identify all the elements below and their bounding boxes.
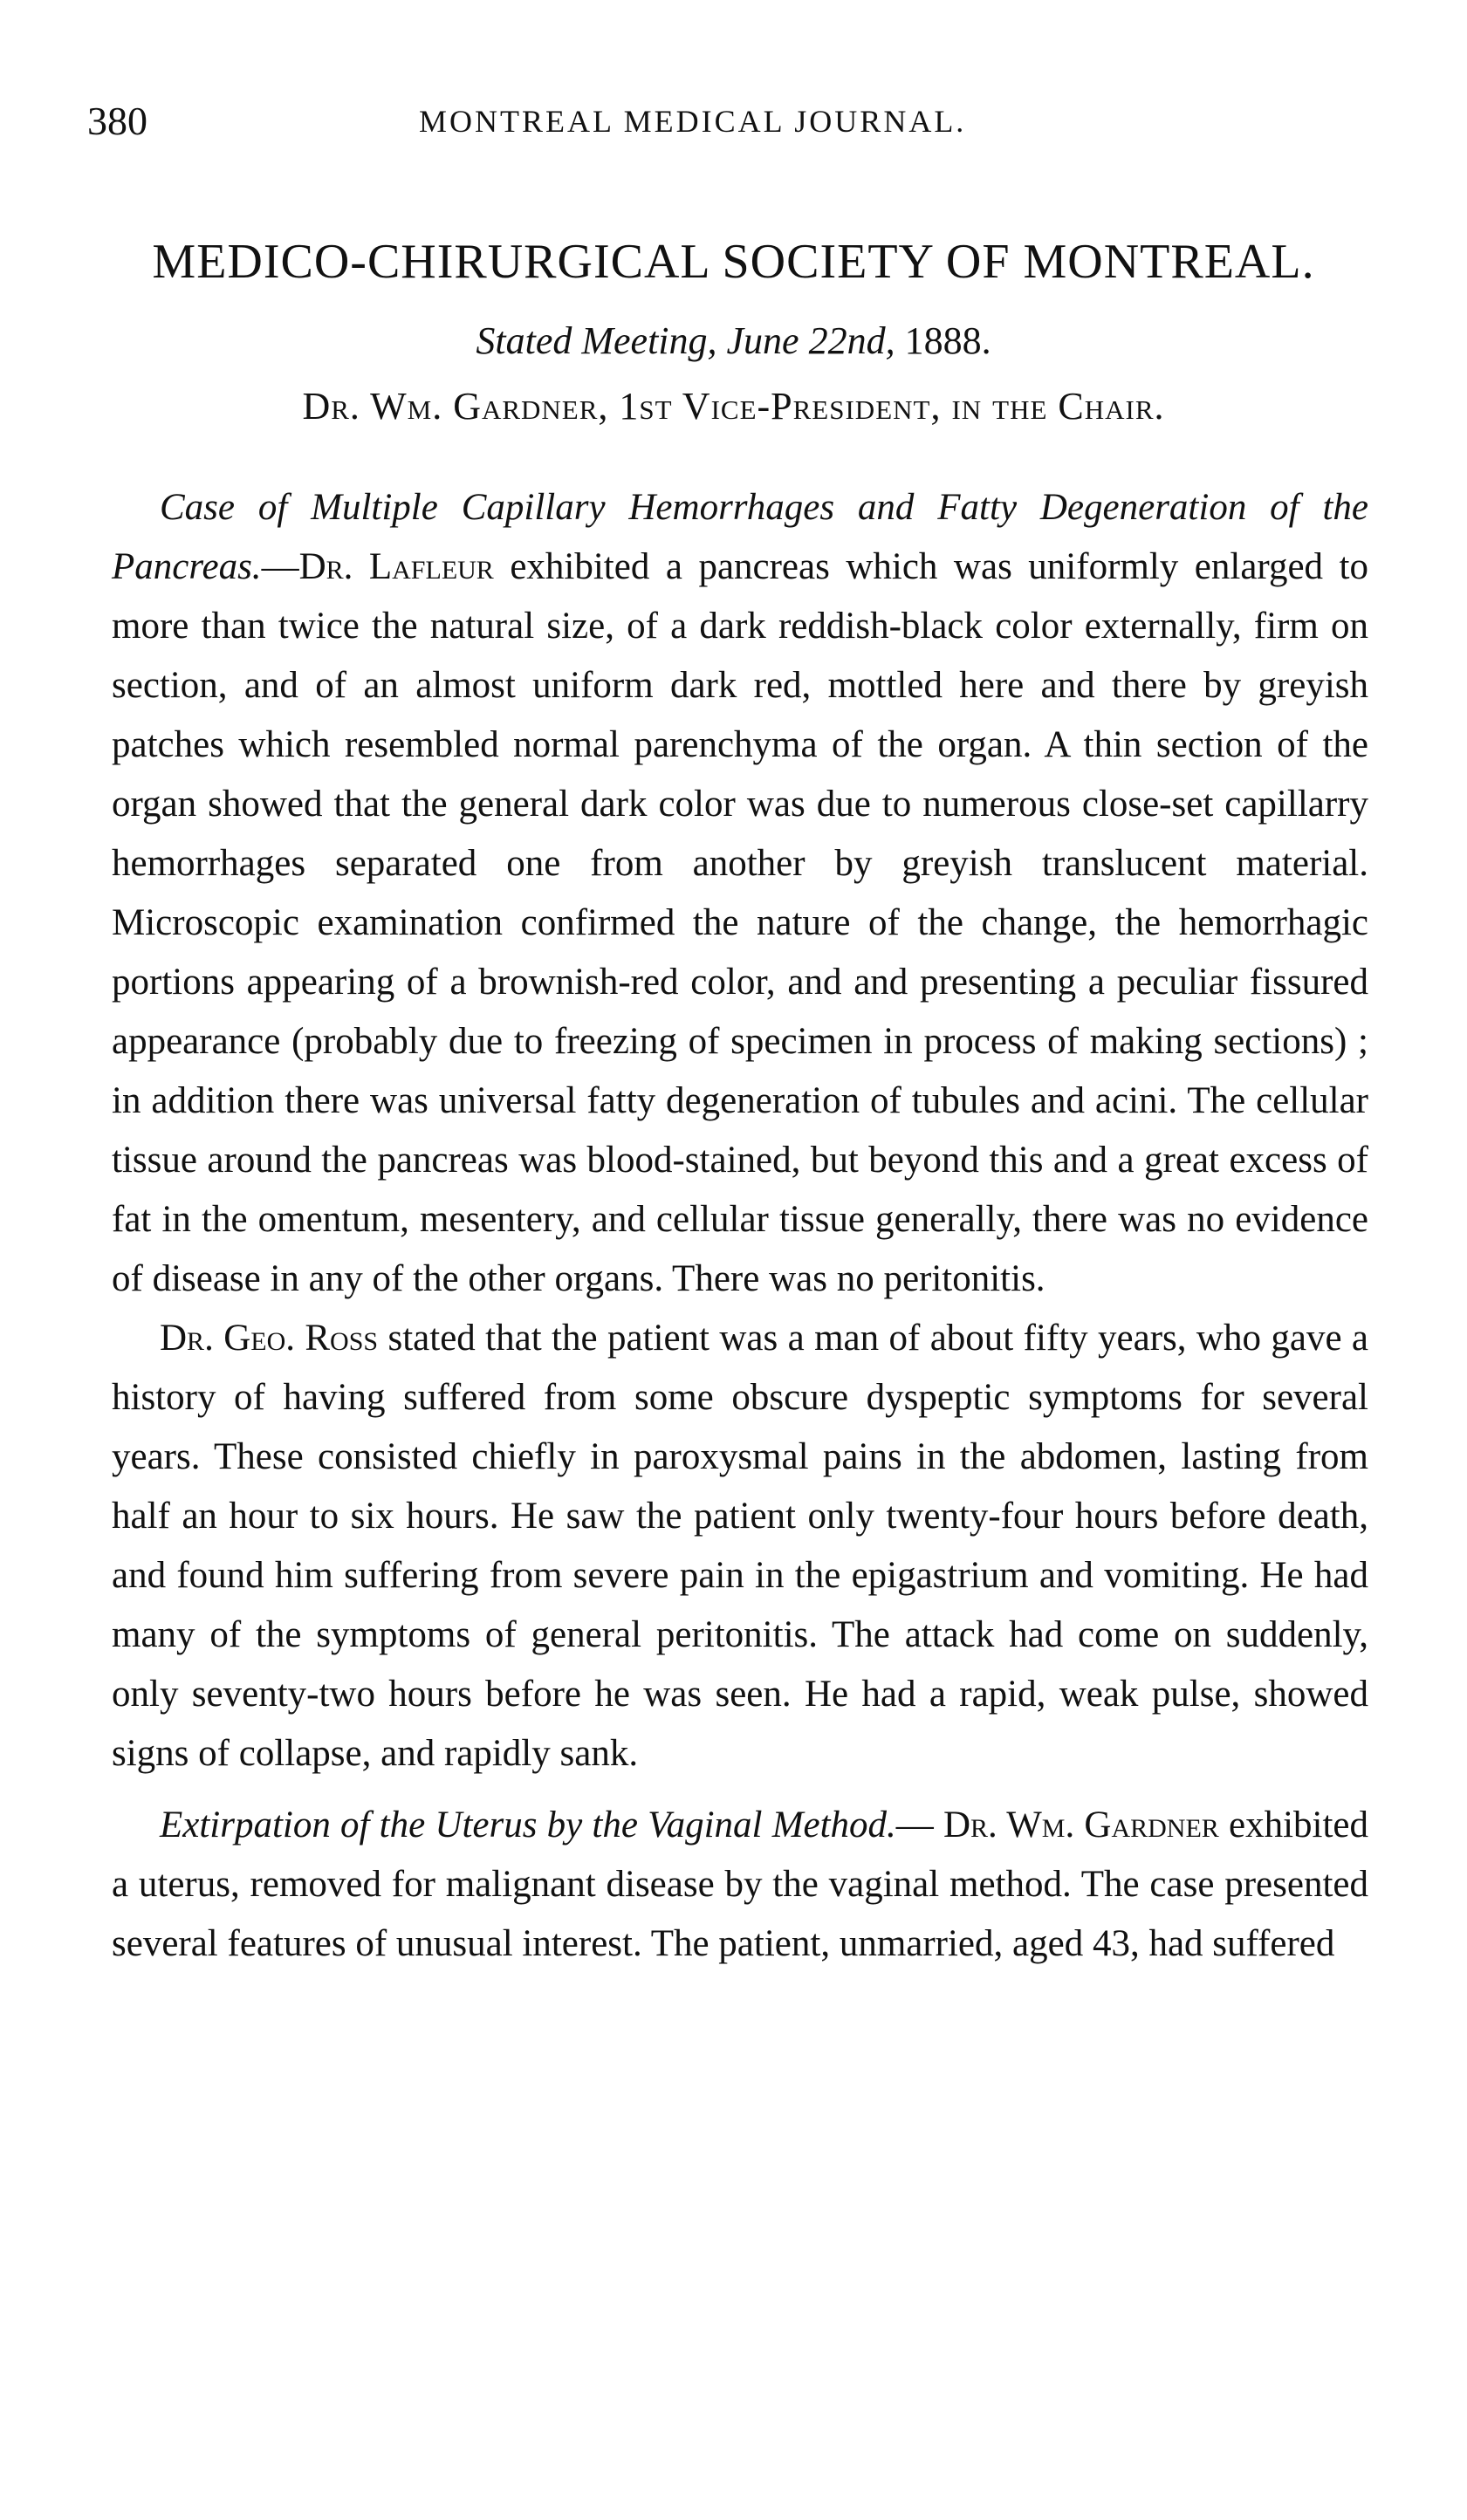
running-head xyxy=(87,98,1379,150)
meeting-year: 1888. xyxy=(895,319,991,362)
paragraph-ross-remarks xyxy=(112,1309,1368,1784)
journal-title: MONTREAL MEDICAL JOURNAL. xyxy=(419,104,967,139)
meeting-date-italic: Stated Meeting, June 22nd, xyxy=(476,319,895,362)
paragraph-text: stated that the patient was a man of about fifty years, who gave a history of having suffered from some obscure dyspeptic symptoms for several years. These consisted chiefly in paroxysmal pains in the abdomen, lasting from half an hour to six hours. He saw the patient only twenty-four hours before death, and found him suffering from severe pain in the epigastrium and vomiting. He had many of the symptoms of general peritonitis. The attack had come on suddenly, only seventy-two hours before he was seen. He had a rapid, weak pulse, showed signs of collapse, and rapidly sank. xyxy=(112,1318,1369,1774)
society-title: MEDICO-CHIRURGICAL SOCIETY OF MONTREAL. xyxy=(152,235,1315,289)
paragraph-text: exhibited a uterus, removed for malignant disease by the vaginal method. The case presented several features of unusual interest. The patient, unmarried, aged 43, had suffered xyxy=(112,1804,1368,1964)
chair-line: Dr. Wm. Gardner, 1st Vice-President, in the Chair. xyxy=(302,385,1165,428)
paragraph-pancreas-case xyxy=(112,478,1368,1309)
speaker-name: — Dr. Wm. Gardner xyxy=(895,1804,1219,1845)
article-heading: Case of Multiple Capillary Hemorrhages and Fatty Degeneration of the Pancreas. xyxy=(112,487,1368,587)
body-text xyxy=(112,478,1368,1974)
meeting-date xyxy=(0,318,1467,363)
paragraph-text: exhibited a pancreas which was uniformly enlarged to more than twice the natural size, of a dark reddish-black color externally, firm on section, and of an almost uniform dark red, mottled here and there by greyish patches which resembled normal parenchyma of the organ. A thin section of the organ showed that the general dark color was due to numerous close-set capillarry hemorrhages separated one from another by greyish translucent material. Microscopic examination confirmed the nature of the change, the hemorrhagic portions appearing of a brownish-red color, and and presenting a peculiar fissured appearance (probably due to freezing of specimen in process of making sections) ; in addition there was universal fatty degeneration of tubules and acini. The cellular tissue around the pancreas was blood-stained, but beyond this and a great excess of fat in the omentum, mesentery, and cellular tissue generally, there was no evidence of disease in any of the other organs. There was no peritonitis. xyxy=(112,546,1368,1299)
article-heading: Extirpation of the Uterus by the Vaginal Method. xyxy=(160,1804,896,1845)
speaker-name: Dr. Geo. Ross xyxy=(160,1318,379,1359)
speaker-name: —Dr. Lafleur xyxy=(261,546,494,587)
page-number: 380 xyxy=(87,99,147,143)
paragraph-uterus-case xyxy=(112,1796,1368,1974)
